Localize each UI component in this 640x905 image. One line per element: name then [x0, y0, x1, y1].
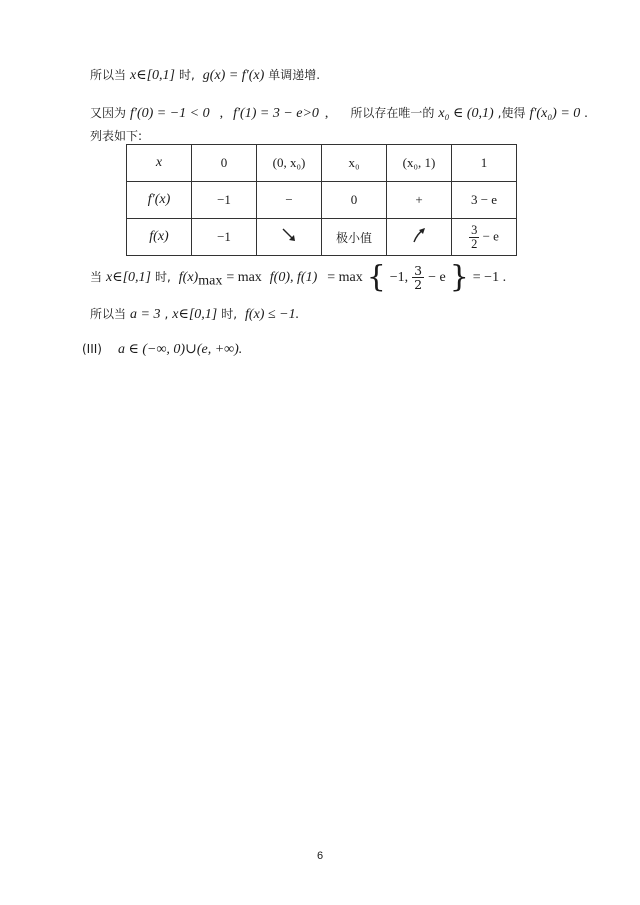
table-row	[127, 182, 517, 219]
line-2-mid: 所以存在唯一的	[350, 106, 435, 120]
table-cell: x₀	[322, 145, 387, 182]
table-cell: x	[127, 145, 192, 182]
table-cell: −1	[192, 219, 257, 256]
line-2-prefix: 又因为	[90, 106, 127, 120]
table-cell: f(x)	[127, 219, 192, 256]
line-4-condition: x∈[0,1]	[106, 270, 151, 285]
fraction: $\frac{3}{2}$	[471, 222, 478, 251]
table-cell: 0	[192, 145, 257, 182]
line-1-formula: g(x) = f′(x)	[202, 68, 265, 83]
table-cell: (0, x₀)	[257, 145, 322, 182]
line-1-suffix: 单调递增.	[268, 68, 321, 82]
variation-table	[126, 144, 517, 256]
line-4-eq1: = max	[226, 270, 262, 285]
line-6	[82, 340, 242, 359]
line-5-a: a = 3	[130, 307, 161, 322]
down-right-arrow-icon	[279, 225, 299, 245]
fraction: $\frac{3}{2}$	[414, 263, 423, 292]
table-intro: 列表如下:	[90, 129, 143, 143]
line-4-set1: f(0), f(1)	[269, 270, 318, 285]
line-2-end: .	[584, 106, 588, 121]
line-4-fmax-sub: max	[198, 273, 223, 289]
line-1-prefix: 所以当	[90, 68, 127, 82]
line-1-mid: 时,	[178, 68, 195, 82]
table-cell: 3 − e	[452, 182, 517, 219]
table-cell: $\frac{3}{2}$ − e	[452, 219, 517, 256]
line-2-equation: f′(x₀) = 0	[529, 106, 581, 121]
table-row	[127, 219, 517, 256]
line-5-mid: 时,	[221, 307, 238, 321]
line-5-inequality: f(x) ≤ −1.	[245, 307, 300, 322]
table-cell: (x₀, 1)	[387, 145, 452, 182]
line-4-mid: 时,	[154, 270, 171, 284]
line-2-f1: f′(1) = 3 − e>0	[233, 106, 319, 121]
table-cell: +	[387, 182, 452, 219]
line-4-eq2: = max	[327, 270, 363, 285]
line-2-f0: f′(0) = −1 < 0	[130, 106, 210, 121]
line-4: 当 x∈[0,1] 时, $f(x)_{max} = \max f(0)$, f(1) = max { −1, $\frac{3}{2}$ − e } = −1 .	[90, 259, 507, 295]
table-row	[127, 145, 517, 182]
line-5-condition: x∈[0,1]	[172, 307, 218, 322]
part-label: (III)	[82, 342, 102, 356]
table-cell: 极小值	[322, 219, 387, 256]
table-cell	[387, 219, 452, 256]
line-1	[90, 66, 320, 85]
line-4-prefix: 当	[90, 270, 103, 284]
line-5-prefix: 所以当	[90, 307, 127, 321]
line-1-condition: x∈[0,1]	[130, 68, 175, 83]
part-answer: a ∈ (−∞, 0)∪(e, +∞).	[117, 342, 243, 357]
table-cell	[257, 219, 322, 256]
line-5	[90, 305, 299, 324]
line-4-result: = −1 .	[472, 270, 507, 285]
line-3	[90, 127, 142, 145]
line-4-fmax: f(x)	[178, 270, 199, 285]
table-cell: −	[257, 182, 322, 219]
line-2: 又因为 f′(0) = −1 < 0 , f′(1) = 3 − e>0 , 所以存在唯一的 x₀ ∈ (0,1) ,使得 f′(x₀) = 0 .	[90, 106, 588, 121]
up-right-arrow-icon	[409, 225, 429, 245]
table-cell: f′(x)	[127, 182, 192, 219]
line-4-set2-b: − e	[428, 270, 446, 285]
table-cell: −1	[192, 182, 257, 219]
line-4-set2-a: −1,	[389, 270, 409, 285]
line-2-mid2: ,使得	[497, 106, 526, 120]
line-2-x0: x₀ ∈ (0,1)	[438, 106, 494, 121]
line-5-sep: ,	[164, 307, 169, 321]
table-cell: 1	[452, 145, 517, 182]
table-cell: 0	[322, 182, 387, 219]
page-number: 6	[316, 850, 324, 862]
